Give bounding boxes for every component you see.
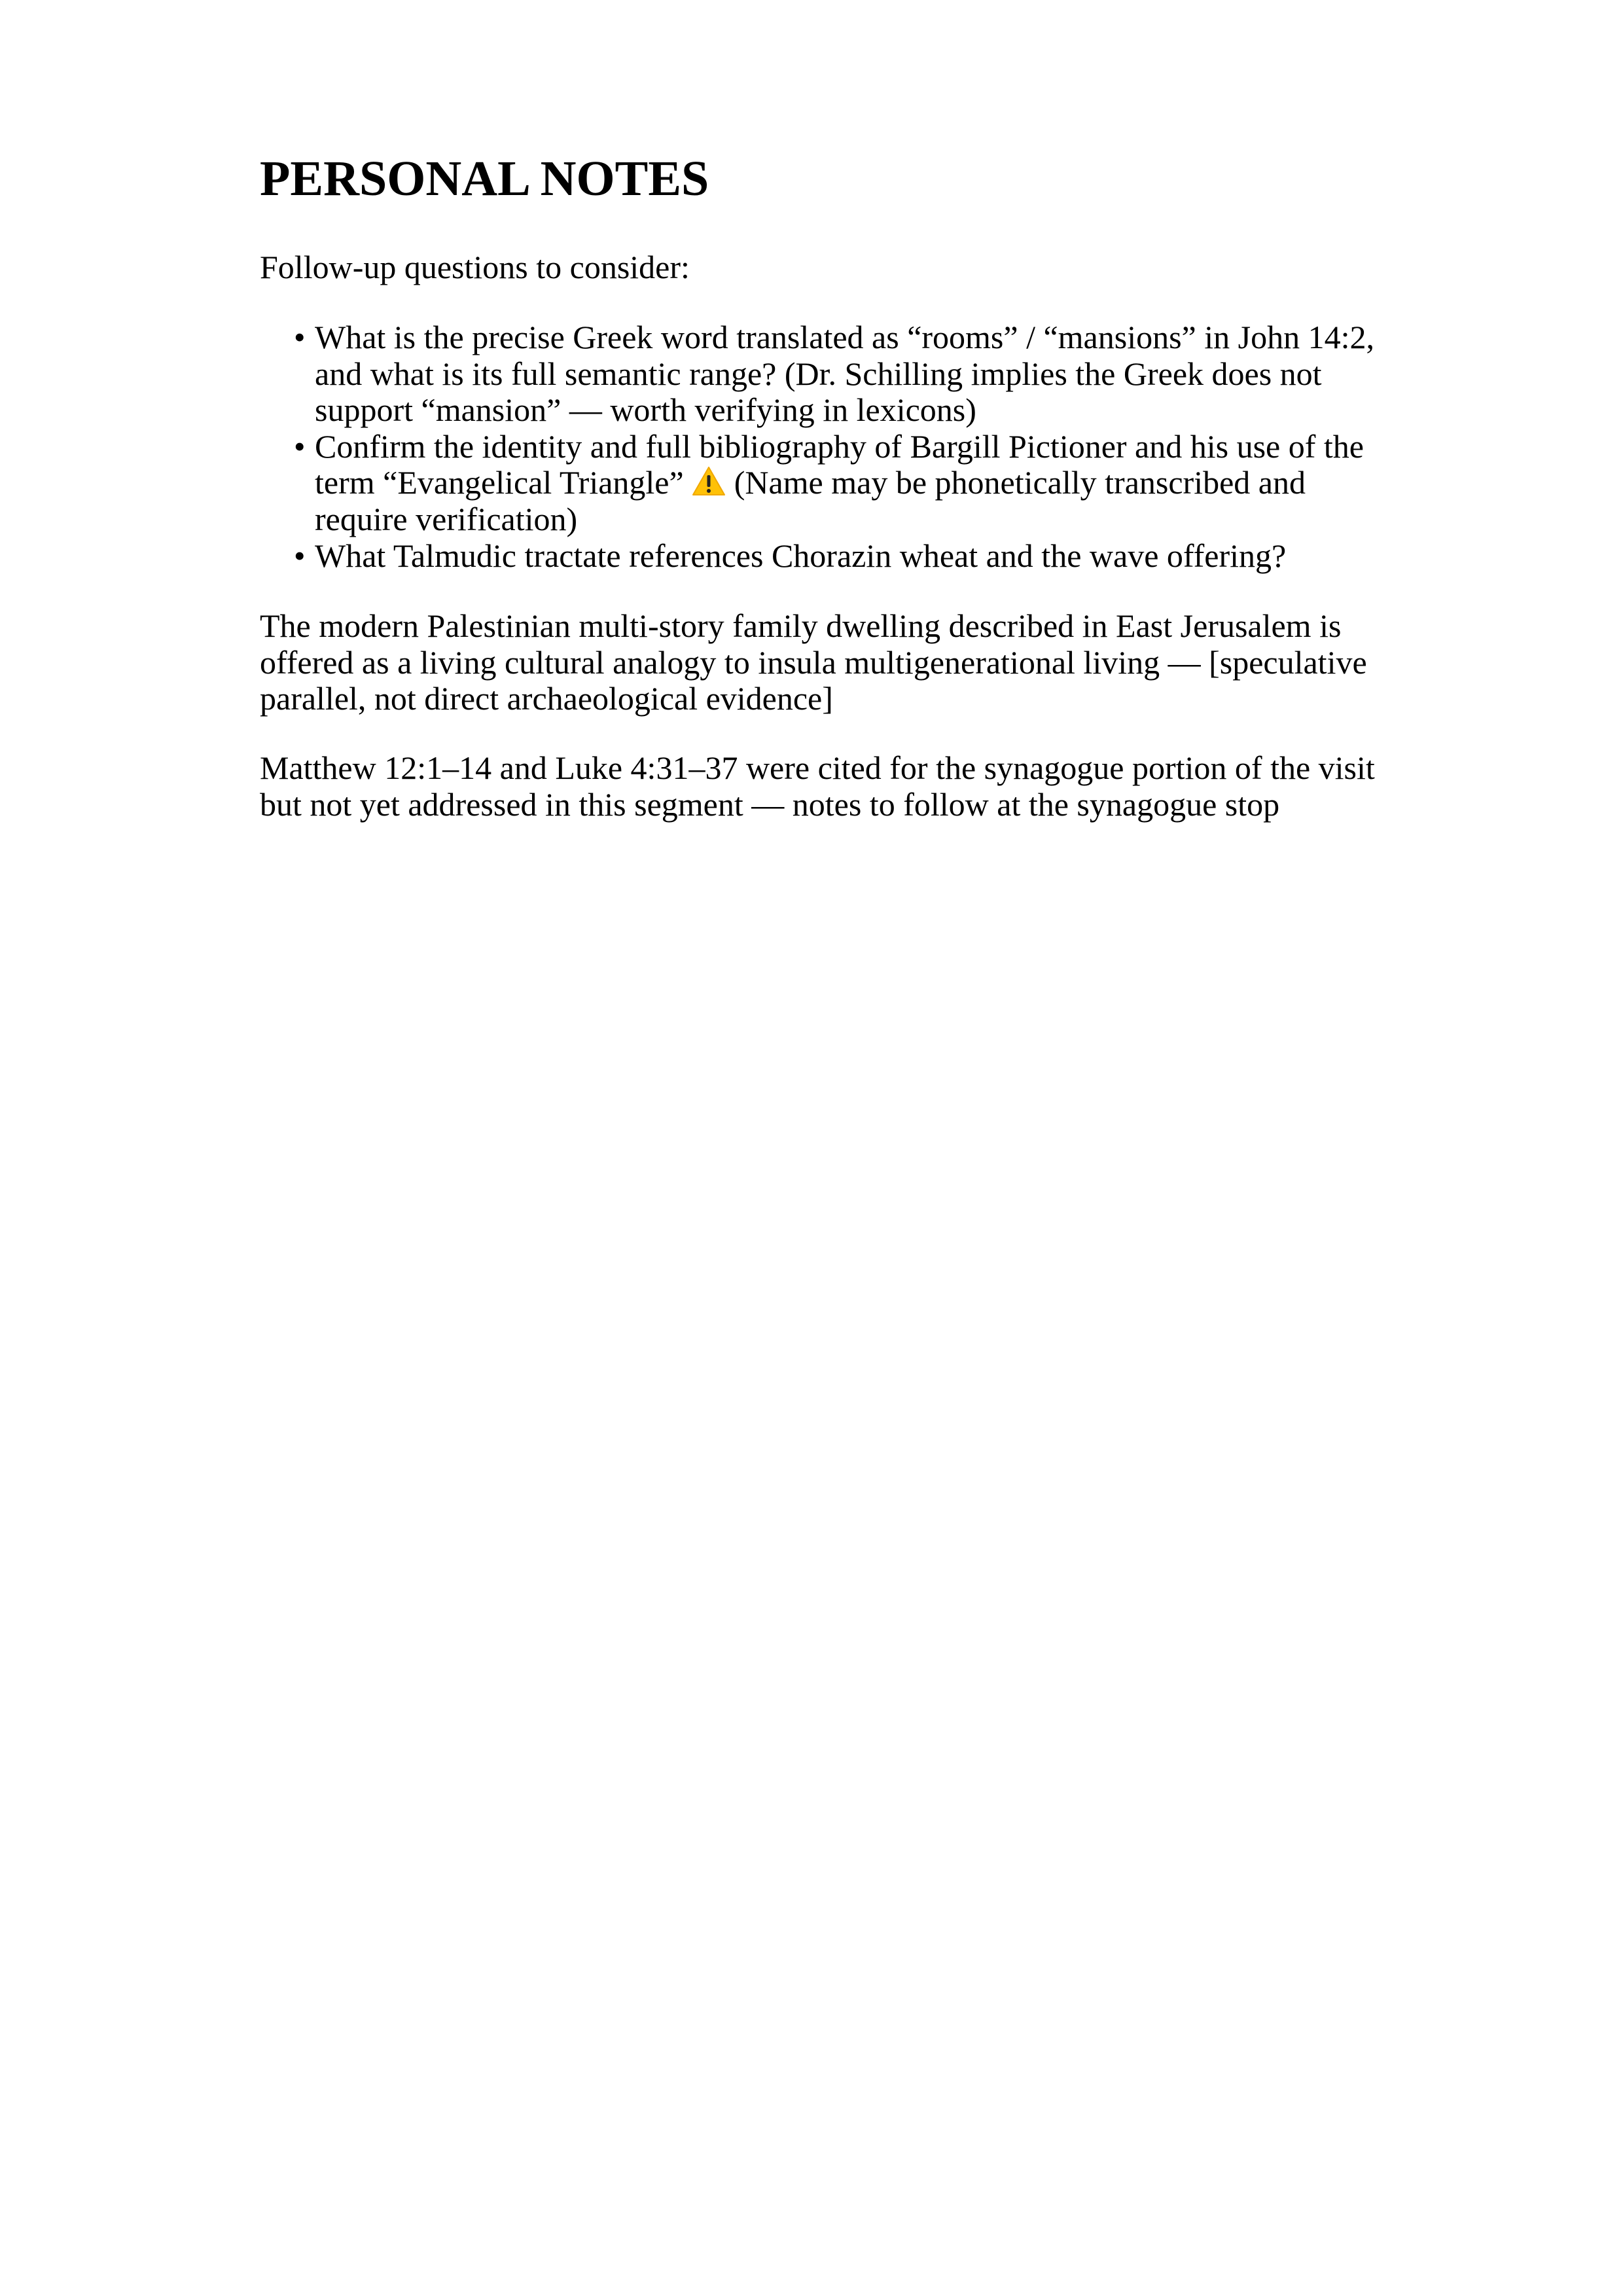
warning-icon — [692, 466, 726, 496]
list-item — [260, 538, 1385, 575]
paragraph-dwelling: The modern Palestinian multi-story family dwelling described in East Jerusalem is offered as a living cultural analogy to insula multigenerational living — [speculative parallel, not direct archaeological evidence] — [260, 607, 1367, 717]
question-text-note: (Name may be phonetically transcribed and require verification) — [315, 464, 1306, 537]
intro-text: Follow-up questions to consider: — [260, 249, 690, 285]
list-item — [260, 429, 1385, 538]
questions-list — [260, 319, 1385, 574]
page-title: PERSONAL NOTES — [260, 151, 709, 206]
bullet: • — [294, 537, 306, 574]
bullet: • — [294, 319, 306, 355]
bullet: • — [294, 427, 306, 465]
question-text: What Talmudic tractate references Chorazin wheat and the wave offering? — [315, 537, 1287, 574]
paragraph-synagogue: Matthew 12:1–14 and Luke 4:31–37 were cited for the synagogue portion of the visit but not yet addressed in this segment — notes to follow at the synagogue stop — [260, 749, 1375, 823]
question-text: Confirm the identity and full bibliography of Bargill Pictioner and his use of the term “Evangelical Triangle” — [315, 427, 1364, 501]
question-text: What is the precise Greek word translated as “rooms” / “mansions” in John 14:2, and what is its full semantic range? (Dr. Schilling implies the Greek does not support “mansion” — worth verifying in lexicons) — [315, 319, 1374, 429]
list-item — [260, 319, 1385, 429]
